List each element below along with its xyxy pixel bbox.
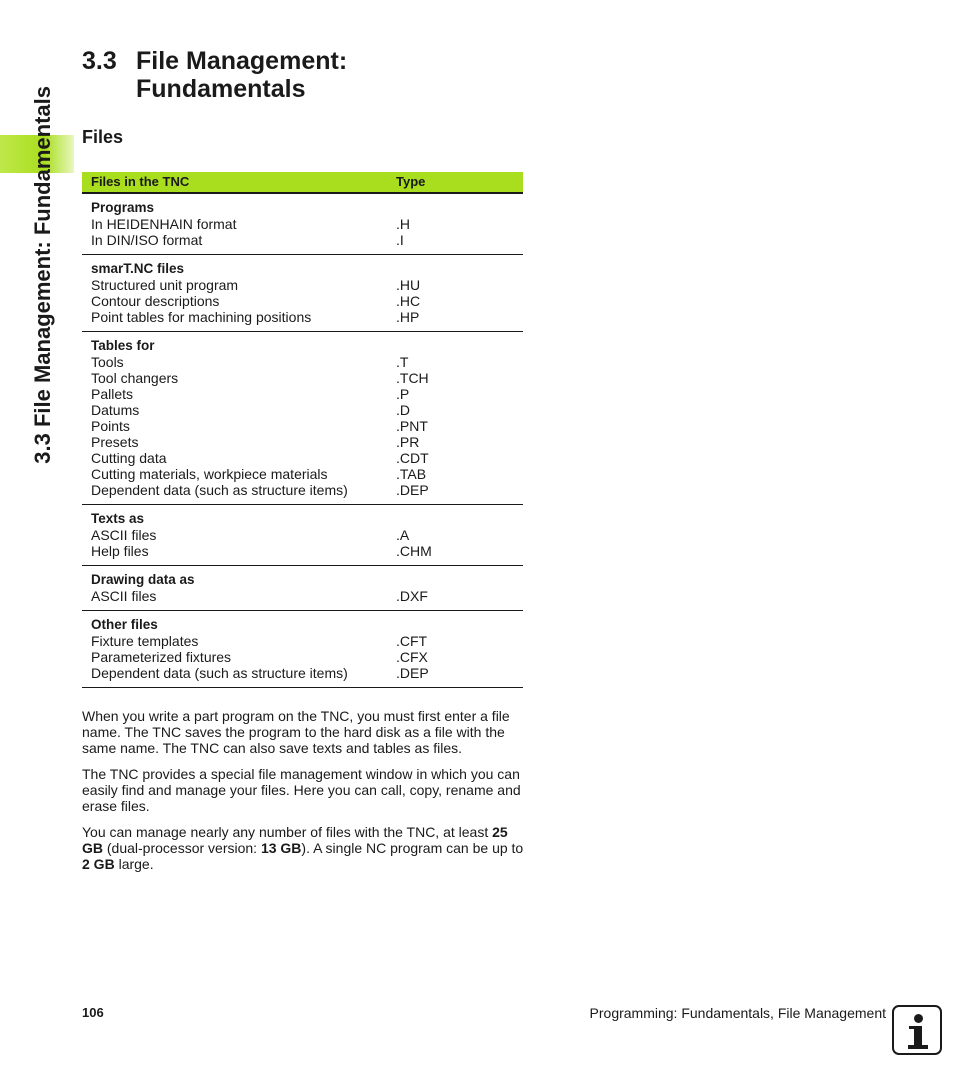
p3-bold-2gb: 2 GB: [82, 856, 115, 872]
file-kind: Datums: [91, 402, 140, 418]
file-kind: Structured unit program: [91, 277, 239, 293]
table-row: [82, 293, 523, 309]
page-title: [82, 47, 347, 103]
table-group: [82, 194, 523, 255]
table-row: [82, 466, 523, 482]
table-row: [82, 277, 523, 293]
file-kind: Presets: [91, 434, 139, 450]
file-kind: Point tables for machining positions: [91, 309, 312, 325]
file-extension: .TAB: [396, 466, 427, 482]
table-row: [82, 418, 523, 434]
page-number: 106: [82, 1005, 104, 1020]
file-extension: .HC: [396, 293, 421, 309]
table-row: [82, 633, 523, 649]
info-icon-dot: [914, 1014, 923, 1023]
info-icon: [892, 1005, 942, 1055]
group-title: Programs: [91, 200, 155, 215]
p3-part-e: ). A single NC program can be up to: [301, 840, 524, 856]
table-group: [82, 566, 523, 611]
group-title-row: [82, 261, 523, 277]
file-kind: Tool changers: [91, 370, 179, 386]
file-kind: In DIN/ISO format: [91, 232, 203, 248]
file-kind: Dependent data (such as structure items): [91, 665, 348, 681]
section-number: 3.3: [82, 47, 117, 75]
table-group: [82, 332, 523, 505]
file-extension: .CHM: [396, 543, 432, 559]
file-kind: ASCII files: [91, 527, 157, 543]
file-extension: .CFT: [396, 633, 428, 649]
table-row: [82, 527, 523, 543]
side-chapter-title: [26, 50, 60, 500]
table-row: [82, 543, 523, 559]
file-extension: .P: [396, 386, 410, 402]
title-line-1: File Management:: [136, 47, 348, 75]
info-icon-base: [908, 1045, 928, 1049]
group-title-row: [82, 511, 523, 527]
file-extension: .A: [396, 527, 410, 543]
table-row: [82, 588, 523, 604]
table-row: [82, 450, 523, 466]
table-row: [82, 649, 523, 665]
p3-part-c: (dual-processor version:: [103, 840, 261, 856]
file-kind: In HEIDENHAIN format: [91, 216, 237, 232]
file-kind: Dependent data (such as structure items): [91, 482, 348, 498]
table-header: [82, 172, 523, 194]
file-extension: .H: [396, 216, 410, 232]
file-kind: Parameterized fixtures: [91, 649, 232, 665]
table-group: [82, 255, 523, 332]
subheading-files: Files: [82, 127, 124, 147]
group-title-row: [82, 572, 523, 588]
file-extension: .HU: [396, 277, 421, 293]
table-body: [82, 194, 523, 688]
file-kind: Pallets: [91, 386, 134, 402]
table-row: [82, 386, 523, 402]
info-icon-stem: [914, 1026, 922, 1047]
file-types-table: [82, 172, 523, 688]
file-extension: .T: [396, 354, 409, 370]
group-title-row: [82, 617, 523, 633]
header-type: Type: [396, 174, 426, 189]
file-extension: .I: [396, 232, 404, 248]
file-kind: Cutting materials, workpiece materials: [91, 466, 328, 482]
p3-part-a: You can manage nearly any number of files with the TNC, at least: [82, 824, 493, 840]
file-extension: .CFX: [396, 649, 428, 665]
file-extension: .D: [396, 402, 410, 418]
footer-chapter-text: Programming: Fundamentals, File Management: [589, 1005, 886, 1021]
group-title: Texts as: [91, 511, 145, 526]
side-chapter-title-text: 3.3 File Management: Fundamentals: [30, 86, 55, 464]
file-extension: .DEP: [396, 482, 429, 498]
table-row: [82, 402, 523, 418]
table-row: [82, 309, 523, 325]
file-kind: Contour descriptions: [91, 293, 220, 309]
group-title-row: [82, 338, 523, 354]
title-line-2: Fundamentals: [136, 75, 306, 103]
table-row: [82, 232, 523, 248]
file-kind: Points: [91, 418, 130, 434]
table-row: [82, 216, 523, 232]
group-title-row: [82, 200, 523, 216]
table-group: [82, 505, 523, 566]
file-extension: .DEP: [396, 665, 429, 681]
file-kind: Cutting data: [91, 450, 167, 466]
paragraph-1: When you write a part program on the TNC, you must first enter a file name. The TNC saves the program to the hard disk as a file with the same name. The TNC can also save texts and tables as files.: [82, 708, 510, 756]
group-title: Drawing data as: [91, 572, 195, 587]
paragraph-2: The TNC provides a special file management window in which you can easily find and manage your files. Here you can call, copy, rename and erase files.: [82, 766, 521, 814]
table-row: [82, 370, 523, 386]
p3-bold-13gb: 13 GB: [260, 840, 302, 856]
header-files: Files in the TNC: [91, 174, 190, 189]
table-row: [82, 665, 523, 681]
table-group: [82, 611, 523, 688]
table-row: [82, 434, 523, 450]
file-extension: .PNT: [396, 418, 428, 434]
paragraph-3: [82, 824, 526, 872]
file-extension: .PR: [396, 434, 420, 450]
table-row: [82, 482, 523, 498]
p3-part-g: large.: [114, 856, 154, 872]
table-row: [82, 354, 523, 370]
p3-bold-25gb: 25 GB: [82, 824, 508, 856]
file-extension: .CDT: [396, 450, 429, 466]
group-title: Other files: [91, 617, 158, 632]
file-extension: .TCH: [396, 370, 429, 386]
group-title: Tables for: [91, 338, 155, 353]
file-kind: Fixture templates: [91, 633, 199, 649]
file-kind: ASCII files: [91, 588, 157, 604]
group-title: smarT.NC files: [91, 261, 185, 276]
file-kind: Help files: [91, 543, 149, 559]
file-extension: .HP: [396, 309, 420, 325]
file-kind: Tools: [91, 354, 124, 370]
file-extension: .DXF: [396, 588, 428, 604]
